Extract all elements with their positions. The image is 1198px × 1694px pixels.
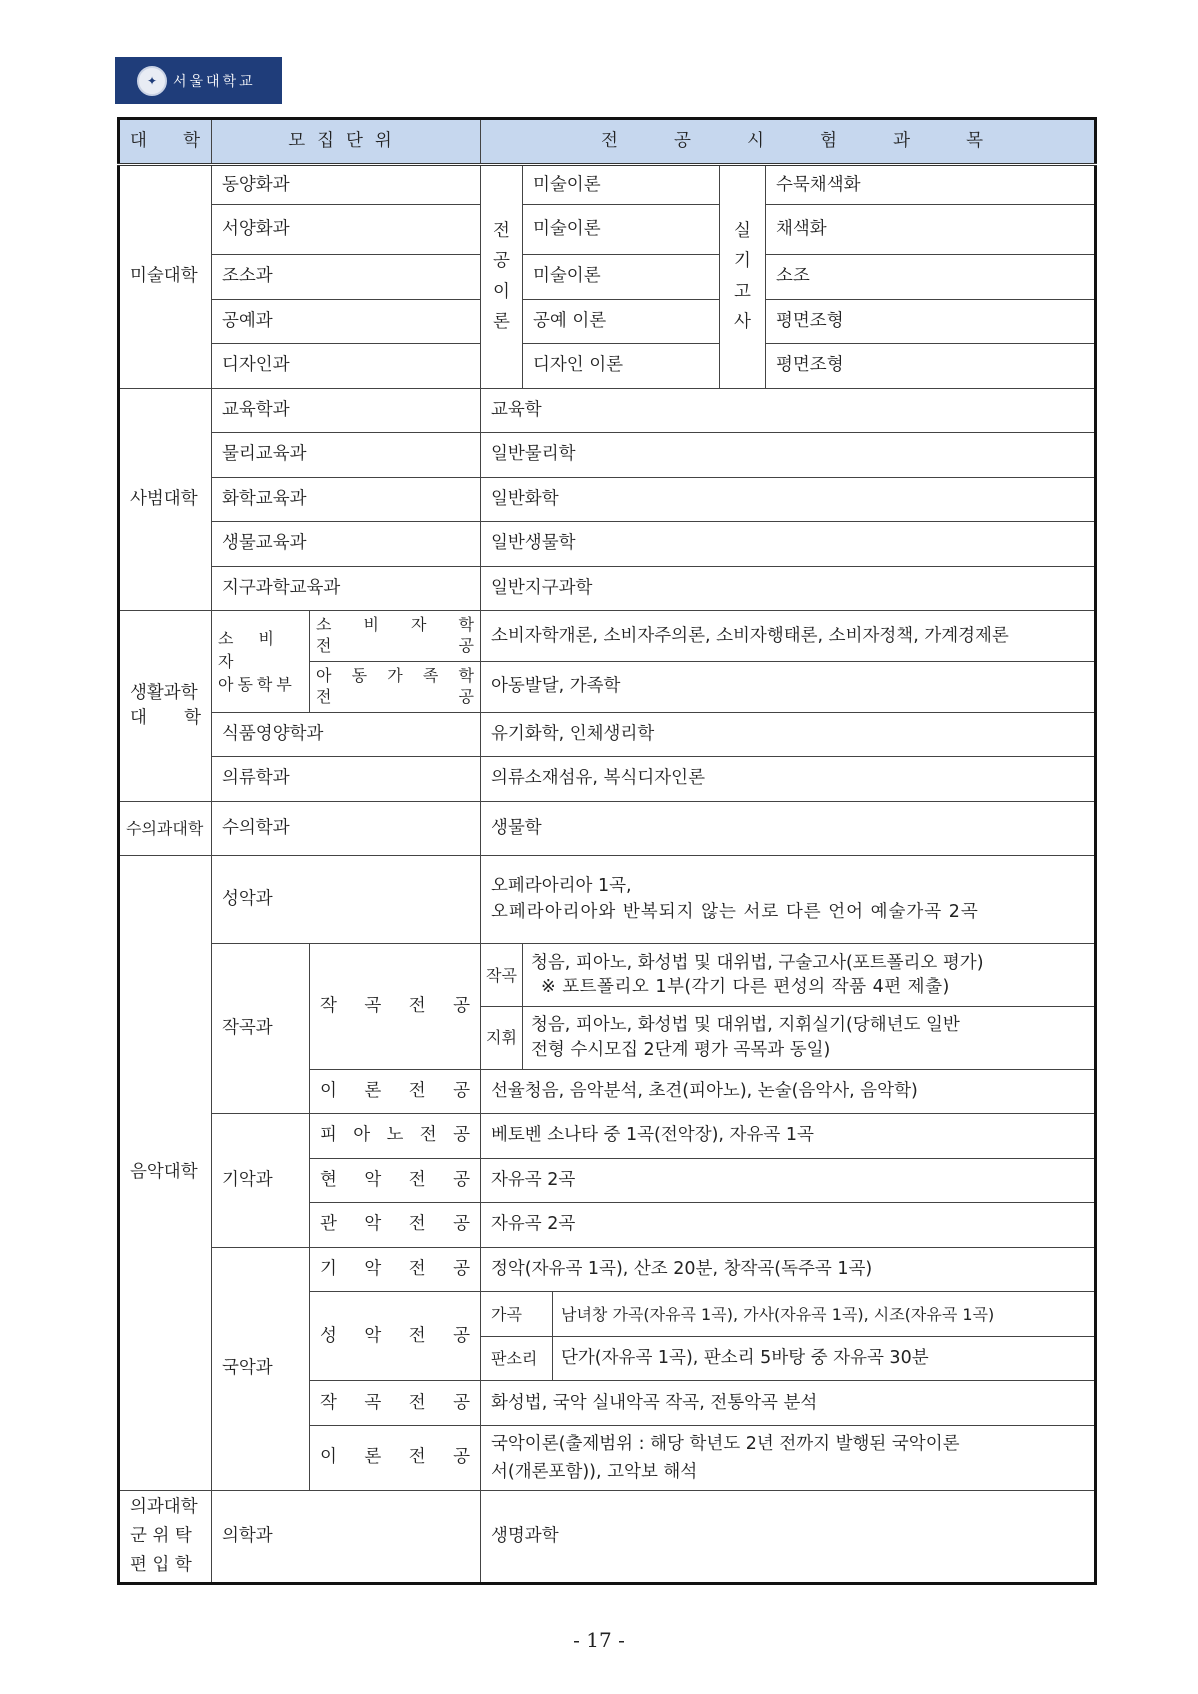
division-cell: 소 비 자 아동학부 bbox=[212, 611, 310, 712]
practical-subject: 평면조형 bbox=[766, 299, 1096, 344]
subject-cell: 유기화학, 인체생리학 bbox=[481, 712, 1096, 757]
major-cell: 피 아 노 전 공 bbox=[310, 1114, 481, 1159]
major-cell: 현 악 전 공 bbox=[310, 1158, 481, 1203]
dept-cell: 수의학과 bbox=[212, 801, 481, 856]
subject-cell: 선율청음, 음악분석, 초견(피아노), 논술(음악사, 음악학) bbox=[481, 1069, 1096, 1114]
subject-cell: 자유곡 2곡 bbox=[481, 1203, 1096, 1248]
practical-subject: 수묵채색화 bbox=[766, 165, 1096, 205]
sub-major-label: 지휘 bbox=[481, 1007, 523, 1070]
dept-cell: 국악과 bbox=[212, 1247, 310, 1490]
sub-major-label: 작곡 bbox=[481, 944, 523, 1007]
dept-cell: 화학교육과 bbox=[212, 477, 481, 522]
subject-cell: 청음, 피아노, 화성법 및 대위법, 지휘실기(당해년도 일반 전형 수시모집 2단계 평가 곡목과 동일) bbox=[523, 1007, 1096, 1070]
subject-cell: 단가(자유곡 1곡), 판소리 5바탕 중 자유곡 30분 bbox=[553, 1336, 1096, 1381]
emblem-icon: ✦ bbox=[137, 66, 167, 96]
dept-cell: 물리교육과 bbox=[212, 433, 481, 478]
college-education: 사범대학 bbox=[119, 388, 212, 611]
subject-cell: 아동발달, 가족학 bbox=[481, 661, 1096, 712]
college-fine-arts: 미술대학 bbox=[119, 165, 212, 389]
theory-subject: 미술이론 bbox=[523, 165, 720, 205]
dept-cell: 공예과 bbox=[212, 299, 481, 344]
subject-cell: 일반지구과학 bbox=[481, 566, 1096, 611]
theory-subject: 공예 이론 bbox=[523, 299, 720, 344]
dept-cell: 성악과 bbox=[212, 856, 481, 944]
college-vet: 수의과대학 bbox=[119, 801, 212, 856]
subject-cell: 오페라아리아 1곡, 오페라아리아와 반복되지 않는 서로 다른 언어 예술가곡 2곡 bbox=[481, 856, 1096, 944]
subject-cell: 정악(자유곡 1곡), 산조 20분, 창작곡(독주곡 1곡) bbox=[481, 1247, 1096, 1292]
dept-cell: 생물교육과 bbox=[212, 522, 481, 567]
subject-cell: 일반생물학 bbox=[481, 522, 1096, 567]
subject-cell: 의류소재섬유, 복식디자인론 bbox=[481, 757, 1096, 802]
theory-subject: 미술이론 bbox=[523, 255, 720, 300]
subject-cell: 화성법, 국악 실내악곡 작곡, 전통악곡 분석 bbox=[481, 1381, 1096, 1426]
major-cell: 작 곡 전 공 bbox=[310, 1381, 481, 1426]
subject-cell: 생물학 bbox=[481, 801, 1096, 856]
dept-cell: 교육학과 bbox=[212, 388, 481, 433]
table-header bbox=[119, 119, 1096, 165]
dept-cell: 서양화과 bbox=[212, 205, 481, 255]
major-cell: 성 악 전 공 bbox=[310, 1292, 481, 1381]
university-logo bbox=[115, 57, 282, 104]
major-cell: 관 악 전 공 bbox=[310, 1203, 481, 1248]
logo-text: 서울대학교 bbox=[173, 73, 256, 90]
dept-cell: 의류학과 bbox=[212, 757, 481, 802]
subject-cell: 일반물리학 bbox=[481, 433, 1096, 478]
major-cell: 작 곡 전 공 bbox=[310, 944, 481, 1070]
subject-cell: 자유곡 2곡 bbox=[481, 1158, 1096, 1203]
subject-cell: 소비자학개론, 소비자주의론, 소비자행태론, 소비자정책, 가계경제론 bbox=[481, 611, 1096, 662]
header-college: 대 학 bbox=[119, 119, 212, 165]
dept-cell: 의학과 bbox=[212, 1490, 481, 1583]
subject-cell: 남녀창 가곡(자유곡 1곡), 가사(자유곡 1곡), 시조(자유곡 1곡) bbox=[553, 1292, 1096, 1337]
practical-label: 실 기 고 사 bbox=[720, 165, 766, 389]
practical-subject: 채색화 bbox=[766, 205, 1096, 255]
college-music: 음악대학 bbox=[119, 856, 212, 1491]
major-cell: 아 동 가 족 학 전 공 bbox=[310, 661, 481, 712]
major-cell: 이 론 전 공 bbox=[310, 1426, 481, 1491]
theory-label: 전 공 이 론 bbox=[481, 165, 523, 389]
subject-cell: 청음, 피아노, 화성법 및 대위법, 구술고사(포트폴리오 평가) ※ 포트폴리오 1부(각기 다른 편성의 작품 4편 제출) bbox=[523, 944, 1096, 1007]
major-cell: 이 론 전 공 bbox=[310, 1069, 481, 1114]
theory-subject: 미술이론 bbox=[523, 205, 720, 255]
dept-cell: 지구과학교육과 bbox=[212, 566, 481, 611]
college-human-ecology: 생활과학 대 학 bbox=[119, 611, 212, 801]
subject-cell: 교육학 bbox=[481, 388, 1096, 433]
dept-cell: 조소과 bbox=[212, 255, 481, 300]
sub-major-label: 가곡 bbox=[481, 1292, 553, 1337]
college-medicine: 의과대학 군 위 탁 편 입 학 bbox=[119, 1490, 212, 1583]
dept-cell: 동양화과 bbox=[212, 165, 481, 205]
exam-subjects-table bbox=[117, 117, 1097, 1585]
practical-subject: 평면조형 bbox=[766, 344, 1096, 389]
header-unit: 모집단위 bbox=[212, 119, 481, 165]
subject-cell: 국악이론(출제범위 : 해당 학년도 2년 전까지 발행된 국악이론 서(개론포함)), 고악보 해석 bbox=[481, 1426, 1096, 1491]
subject-cell: 일반화학 bbox=[481, 477, 1096, 522]
dept-cell: 디자인과 bbox=[212, 344, 481, 389]
dept-cell: 작곡과 bbox=[212, 944, 310, 1114]
dept-cell: 기악과 bbox=[212, 1114, 310, 1248]
header-subjects: 전 공 시 험 과 목 bbox=[481, 119, 1096, 165]
theory-subject: 디자인 이론 bbox=[523, 344, 720, 389]
practical-subject: 소조 bbox=[766, 255, 1096, 300]
dept-cell: 식품영양학과 bbox=[212, 712, 481, 757]
subject-cell: 생명과학 bbox=[481, 1490, 1096, 1583]
subject-cell: 베토벤 소나타 중 1곡(전악장), 자유곡 1곡 bbox=[481, 1114, 1096, 1159]
sub-major-label: 판소리 bbox=[481, 1336, 553, 1381]
major-cell: 기 악 전 공 bbox=[310, 1247, 481, 1292]
page-number: - 17 - bbox=[573, 1628, 625, 1652]
major-cell: 소 비 자 학 전 공 bbox=[310, 611, 481, 662]
